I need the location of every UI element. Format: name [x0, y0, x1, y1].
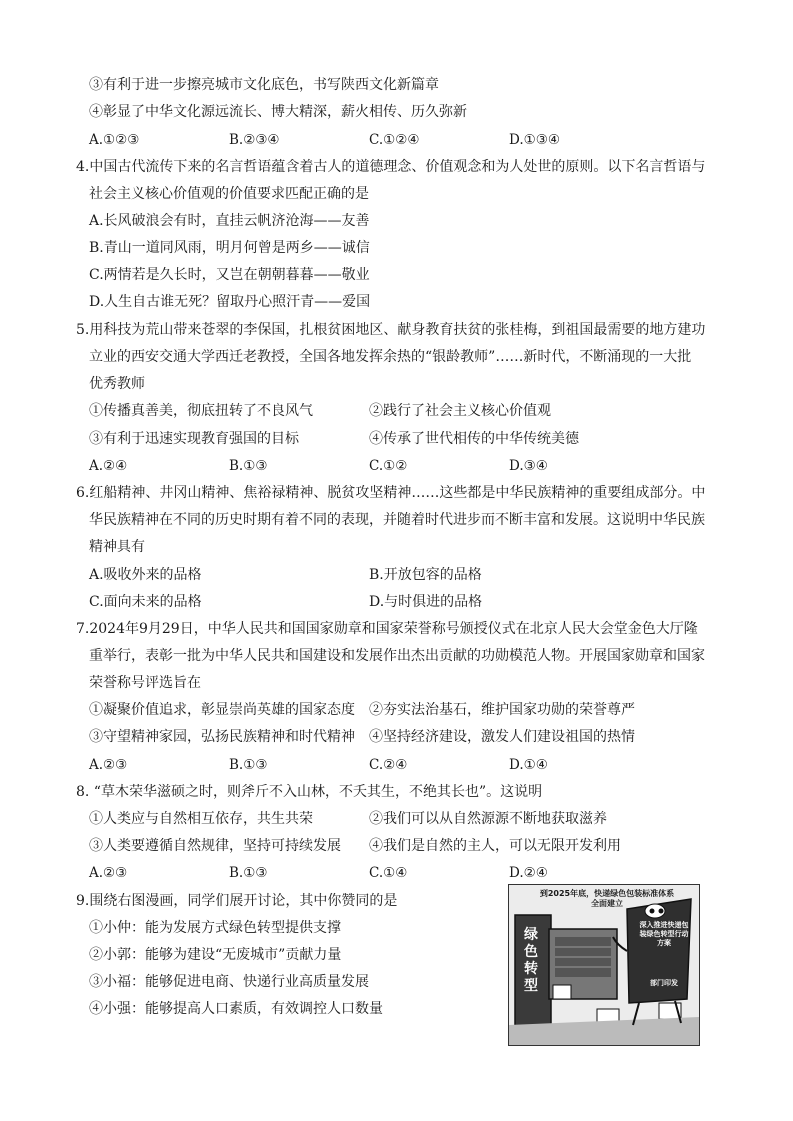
- q3-statement-3: ③有利于进一步擦亮城市文化底色，书写陕西文化新篇章: [89, 77, 439, 93]
- q5-statement-4: ④传承了世代相传的中华传统美德: [369, 431, 579, 447]
- cartoon-illustration: [508, 884, 700, 1046]
- q7-statement-2: ②夯实法治基石，维护国家功勋的荣誉尊严: [369, 702, 635, 718]
- q7-option-c: C.②④: [369, 757, 408, 773]
- q5-option-a: A.②④: [89, 458, 128, 474]
- q9-stem: 9.围绕右图漫画，同学们展开讨论，其中你赞同的是: [76, 893, 398, 909]
- q9-statement-3: ③小福：能够促进电商、快递行业高质量发展: [89, 974, 369, 990]
- cartoon-green-transition-label: 绿色转型: [524, 927, 538, 994]
- q6-stem-line1: 6.红船精神、井冈山精神、焦裕禄精神、脱贫攻坚精神……这些都是中华民族精神的重要组成部分。中: [76, 485, 706, 501]
- q7-statement-1: ①凝聚价值追求，彰显崇尚英雄的国家态度: [89, 702, 355, 718]
- q5-statement-2: ②践行了社会主义核心价值观: [369, 403, 551, 419]
- q8-statement-4: ④我们是自然的主人，可以无限开发利用: [369, 838, 621, 854]
- q7-stem-line1: 7.2024年9月29日，中华人民共和国国家勋章和国家荣誉称号颁授仪式在北京人民大会堂金色大厅隆: [76, 621, 698, 637]
- q9-statement-4: ④小强：能够提高人口素质，有效调控人口数量: [89, 1001, 383, 1017]
- q8-statement-1: ①人类应与自然相互依存，共生共荣: [89, 811, 313, 827]
- q6-option-a: A.吸收外来的品格: [89, 567, 202, 583]
- q3-option-c: C.①②④: [369, 132, 420, 148]
- q4-option-c: C.两情若是久长时，又岂在朝朝暮暮——敬业: [89, 267, 370, 283]
- q8-option-a: A.②③: [89, 865, 128, 881]
- q7-option-a: A.②③: [89, 757, 128, 773]
- q9-statement-2: ②小郭：能够为建设“无废城市”贡献力量: [89, 947, 342, 963]
- q7-statement-3: ③守望精神家园，弘扬民族精神和时代精神: [89, 729, 355, 745]
- q4-stem-line1: 4.中国古代流传下来的名言哲语蕴含着古人的道德理念、价值观念和为人处世的原则。以下名言哲语与: [76, 159, 706, 175]
- q5-stem-line1: 5.用科技为荒山带来苍翠的李保国，扎根贫困地区、献身教育扶贫的张桂梅，到祖国最需要的地方建功: [76, 322, 706, 338]
- q8-statement-2: ②我们可以从自然源源不断地获取滋养: [369, 811, 607, 827]
- cartoon-caption: 到2025年底，快递绿色包装标准体系全面建立: [539, 889, 675, 908]
- q7-option-b: B.①③: [229, 757, 268, 773]
- q3-option-a: A.①②③: [89, 132, 140, 148]
- q4-option-b: B.青山一道同风雨，明月何曾是两乡——诚信: [89, 240, 370, 256]
- q5-option-c: C.①②: [369, 458, 408, 474]
- q4-stem-line2: 社会主义核心价值观的价值要求匹配正确的是: [89, 186, 369, 202]
- q7-stem-line2: 重举行，表彰一批为中华人民共和国建设和发展作出杰出贡献的功勋模范人物。开展国家勋章和国家: [89, 648, 705, 664]
- cartoon-plan-title: 深入推进快递包装绿色转型行动方案: [639, 921, 689, 947]
- q8-option-d: D.②④: [509, 865, 548, 881]
- q8-option-c: C.①④: [369, 865, 408, 881]
- q5-stem-line2: 立业的西安交通大学西迁老教授，全国各地发挥余热的“银龄教师”……新时代，不断涌现的一大批: [89, 349, 692, 365]
- q6-option-b: B.开放包容的品格: [369, 567, 482, 583]
- q6-option-c: C.面向未来的品格: [89, 594, 202, 610]
- q5-stem-line3: 优秀教师: [89, 376, 145, 392]
- q5-option-b: B.①③: [229, 458, 268, 474]
- q7-option-d: D.①④: [509, 757, 548, 773]
- q4-option-d: D.人生自古谁无死？留取丹心照汗青——爱国: [89, 294, 371, 310]
- q3-option-d: D.①③④: [509, 132, 560, 148]
- q5-statement-3: ③有利于迅速实现教育强国的目标: [89, 431, 299, 447]
- q8-statement-3: ③人类要遵循自然规律，坚持可持续发展: [89, 838, 341, 854]
- q6-stem-line2: 华民族精神在不同的历史时期有着不同的表现，并随着时代进步而不断丰富和发展。这说明中华民族: [89, 512, 705, 528]
- q4-option-a: A.长风破浪会有时，直挂云帆济沧海——友善: [89, 213, 370, 229]
- q7-statement-4: ④坚持经济建设，激发人们建设祖国的热情: [369, 729, 635, 745]
- q9-statement-1: ①小仲：能为发展方式绿色转型提供支撑: [89, 920, 341, 936]
- q7-stem-line3: 荣誉称号评选旨在: [89, 675, 201, 691]
- q6-stem-line3: 精神具有: [89, 539, 145, 555]
- q3-statement-4: ④彰显了中华文化源远流长、博大精深，薪火相传、历久弥新: [89, 104, 467, 120]
- q5-statement-1: ①传播真善美，彻底扭转了不良风气: [89, 403, 313, 419]
- q3-option-b: B.②③④: [229, 132, 280, 148]
- q8-option-b: B.①③: [229, 865, 268, 881]
- cartoon-dept-label: 部门印发: [650, 979, 678, 987]
- q5-option-d: D.③④: [509, 458, 548, 474]
- q6-option-d: D.与时俱进的品格: [369, 594, 483, 610]
- q8-stem: 8. “草木荣华滋硕之时，则斧斤不入山林，不夭其生，不绝其长也”。这说明: [76, 784, 543, 800]
